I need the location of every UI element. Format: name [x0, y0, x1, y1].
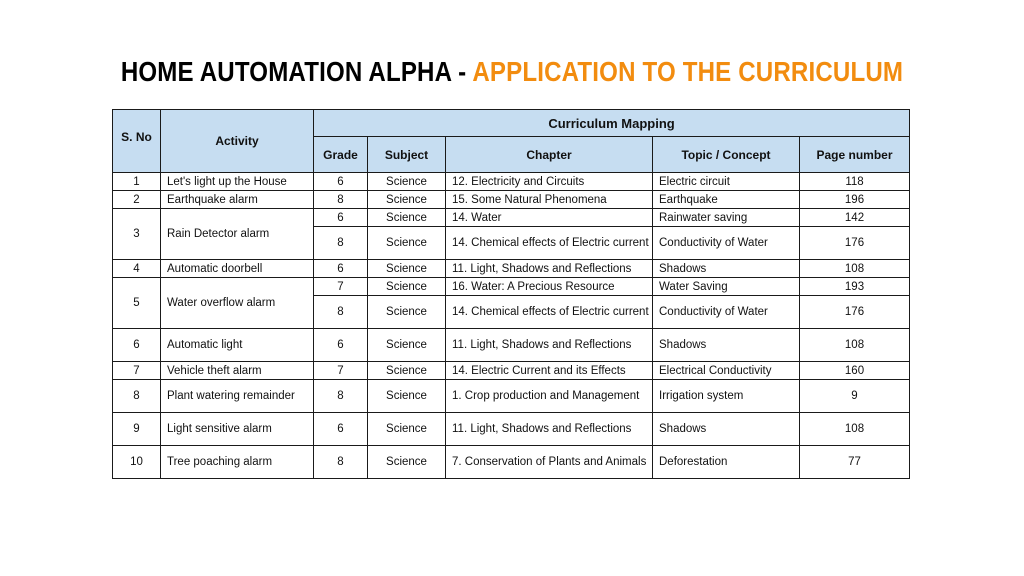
cell-sno: 5 — [113, 278, 161, 329]
cell-chapter: 11. Light, Shadows and Reflections — [446, 329, 653, 362]
table-row — [113, 380, 910, 413]
cell-page: 160 — [800, 362, 910, 380]
cell-chapter: 14. Chemical effects of Electric current — [446, 227, 653, 260]
table-row — [113, 413, 910, 446]
header-grade: Grade — [314, 137, 368, 173]
cell-topic: Rainwater saving — [653, 209, 800, 227]
cell-topic: Electric circuit — [653, 173, 800, 191]
cell-page: 108 — [800, 329, 910, 362]
cell-topic: Conductivity of Water — [653, 296, 800, 329]
page-title — [72, 56, 953, 88]
table-row — [113, 329, 910, 362]
cell-subject: Science — [368, 227, 446, 260]
title-highlight: APPLICATION TO THE CURRICULUM — [472, 56, 904, 87]
cell-activity: Plant watering remainder — [161, 380, 314, 413]
curriculum-table-container — [112, 109, 909, 479]
cell-page: 9 — [800, 380, 910, 413]
cell-subject: Science — [368, 296, 446, 329]
cell-chapter: 1. Crop production and Management — [446, 380, 653, 413]
cell-topic: Irrigation system — [653, 380, 800, 413]
cell-page: 176 — [800, 296, 910, 329]
cell-chapter: 7. Conservation of Plants and Animals — [446, 446, 653, 479]
cell-topic: Electrical Conductivity — [653, 362, 800, 380]
cell-grade: 8 — [314, 191, 368, 209]
cell-grade: 8 — [314, 380, 368, 413]
cell-page: 142 — [800, 209, 910, 227]
header-page-number: Page number — [800, 137, 910, 173]
table-row — [113, 260, 910, 278]
cell-subject: Science — [368, 362, 446, 380]
cell-topic: Earthquake — [653, 191, 800, 209]
header-chapter: Chapter — [446, 137, 653, 173]
table-row — [113, 173, 910, 191]
cell-page: 77 — [800, 446, 910, 479]
cell-page: 118 — [800, 173, 910, 191]
cell-activity: Tree poaching alarm — [161, 446, 314, 479]
cell-grade: 6 — [314, 413, 368, 446]
table-row — [113, 362, 910, 380]
cell-sno: 8 — [113, 380, 161, 413]
header-subject: Subject — [368, 137, 446, 173]
cell-activity: Rain Detector alarm — [161, 209, 314, 260]
cell-topic: Shadows — [653, 329, 800, 362]
cell-subject: Science — [368, 209, 446, 227]
cell-subject: Science — [368, 260, 446, 278]
header-sno: S. No — [113, 110, 161, 173]
cell-page: 193 — [800, 278, 910, 296]
cell-grade: 8 — [314, 227, 368, 260]
cell-subject: Science — [368, 191, 446, 209]
cell-grade: 6 — [314, 329, 368, 362]
cell-activity: Light sensitive alarm — [161, 413, 314, 446]
cell-chapter: 11. Light, Shadows and Reflections — [446, 413, 653, 446]
cell-sno: 4 — [113, 260, 161, 278]
cell-chapter: 12. Electricity and Circuits — [446, 173, 653, 191]
cell-topic: Shadows — [653, 260, 800, 278]
cell-page: 176 — [800, 227, 910, 260]
table-row — [113, 446, 910, 479]
curriculum-table — [112, 109, 910, 479]
cell-grade: 8 — [314, 446, 368, 479]
title-main: HOME AUTOMATION ALPHA - — [120, 56, 473, 87]
table-row — [113, 209, 910, 227]
header-activity: Activity — [161, 110, 314, 173]
table-row — [113, 278, 910, 296]
cell-page: 196 — [800, 191, 910, 209]
cell-chapter: 11. Light, Shadows and Reflections — [446, 260, 653, 278]
header-curriculum-mapping: Curriculum Mapping — [314, 110, 910, 137]
cell-topic: Conductivity of Water — [653, 227, 800, 260]
cell-activity: Water overflow alarm — [161, 278, 314, 329]
cell-grade: 8 — [314, 296, 368, 329]
cell-chapter: 14. Electric Current and its Effects — [446, 362, 653, 380]
cell-topic: Shadows — [653, 413, 800, 446]
cell-page: 108 — [800, 413, 910, 446]
cell-sno: 2 — [113, 191, 161, 209]
cell-chapter: 16. Water: A Precious Resource — [446, 278, 653, 296]
cell-subject: Science — [368, 278, 446, 296]
cell-sno: 7 — [113, 362, 161, 380]
cell-grade: 7 — [314, 278, 368, 296]
cell-topic: Water Saving — [653, 278, 800, 296]
cell-topic: Deforestation — [653, 446, 800, 479]
cell-subject: Science — [368, 413, 446, 446]
cell-sno: 1 — [113, 173, 161, 191]
header-topic: Topic / Concept — [653, 137, 800, 173]
cell-grade: 6 — [314, 173, 368, 191]
cell-activity: Automatic light — [161, 329, 314, 362]
cell-grade: 6 — [314, 209, 368, 227]
cell-sno: 9 — [113, 413, 161, 446]
cell-activity: Vehicle theft alarm — [161, 362, 314, 380]
cell-chapter: 14. Water — [446, 209, 653, 227]
cell-subject: Science — [368, 380, 446, 413]
table-row — [113, 191, 910, 209]
cell-activity: Automatic doorbell — [161, 260, 314, 278]
cell-grade: 6 — [314, 260, 368, 278]
cell-sno: 3 — [113, 209, 161, 260]
cell-subject: Science — [368, 329, 446, 362]
cell-subject: Science — [368, 446, 446, 479]
cell-sno: 10 — [113, 446, 161, 479]
cell-activity: Let's light up the House — [161, 173, 314, 191]
cell-page: 108 — [800, 260, 910, 278]
cell-subject: Science — [368, 173, 446, 191]
cell-sno: 6 — [113, 329, 161, 362]
cell-grade: 7 — [314, 362, 368, 380]
cell-chapter: 14. Chemical effects of Electric current — [446, 296, 653, 329]
cell-activity: Earthquake alarm — [161, 191, 314, 209]
cell-chapter: 15. Some Natural Phenomena — [446, 191, 653, 209]
